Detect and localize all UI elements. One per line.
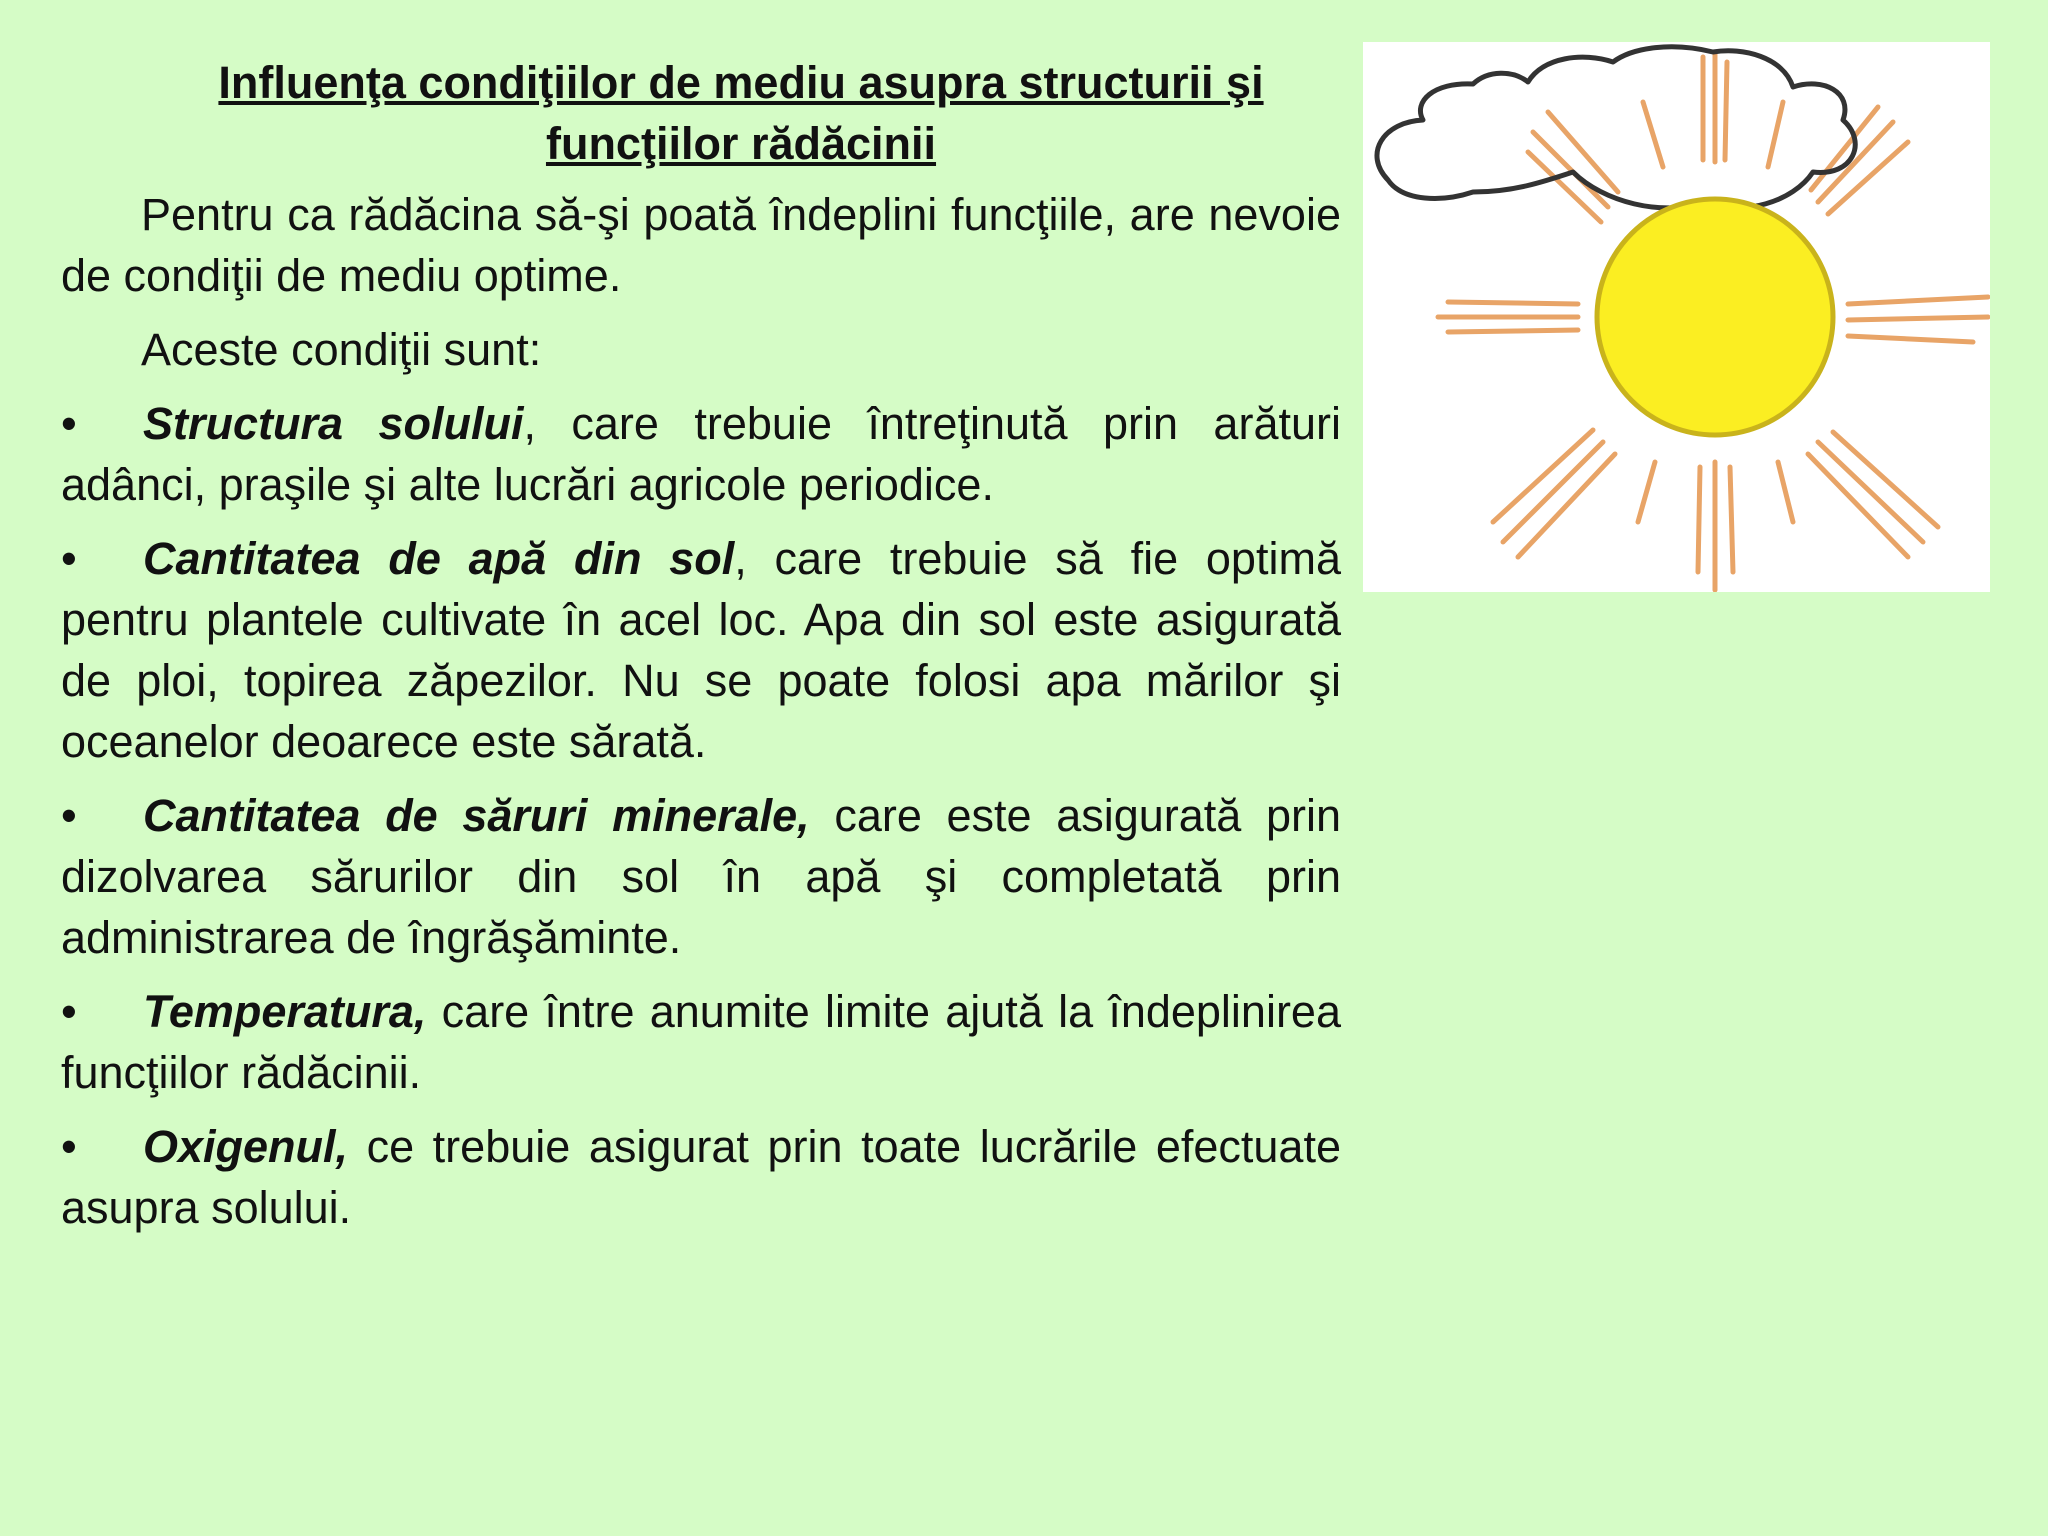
- sun-illustration: [1363, 42, 1990, 592]
- intro-paragraph: Pentru ca rădăcina să-şi poată îndeplini funcţiile, are nevoie de condiţii de mediu optime.: [61, 189, 1341, 301]
- list-item-term: Oxigenul,: [143, 1121, 349, 1172]
- list-item-term: Cantitatea de săruri minerale,: [143, 790, 810, 841]
- list-item-text: , care trebuie să fie optimă pentru plantele cultivate în acel loc. Apa din sol este asigurată de ploi, topirea zăpezilor. Nu se poate folosi apa mărilor şi oceanelor deoarece este sărată.: [61, 533, 1341, 767]
- slide-title: [61, 52, 1341, 174]
- title-line-2: funcţiilor rădăcinii: [545, 118, 937, 169]
- sun-cloud-icon: [1363, 42, 1990, 592]
- cloud-icon: [1377, 47, 1855, 208]
- list-item: [61, 1116, 1341, 1238]
- title-line-1: Influenţa condiţiilor de mediu asupra structurii şi: [218, 57, 1264, 108]
- list-item-term: Temperatura,: [143, 986, 427, 1037]
- list-item: [61, 528, 1341, 772]
- list-item: [61, 785, 1341, 968]
- list-item-text: care este asigurată prin dizolvarea sărurilor din sol în apă şi completată prin administrarea de îngrăşăminte.: [61, 790, 1341, 963]
- lead-paragraph: Aceste condiţii sunt:: [141, 324, 542, 375]
- list-item: [61, 981, 1341, 1103]
- list-item-term: Structura solului: [143, 398, 524, 449]
- bullet-marker: •: [61, 1121, 77, 1172]
- list-item-text: , care trebuie întreţinută prin arături adânci, praşile şi alte lucrări agricole periodice.: [61, 398, 1341, 510]
- sun-disk: [1597, 199, 1833, 435]
- bullet-marker: •: [61, 533, 77, 584]
- list-item: [61, 393, 1341, 515]
- bullet-marker: •: [61, 398, 77, 449]
- list-item-term: Cantitatea de apă din sol: [143, 533, 735, 584]
- bullet-marker: •: [61, 790, 77, 841]
- list-item-text: ce trebuie asigurat prin toate lucrările efectuate asupra solului.: [61, 1121, 1341, 1233]
- text-column: [61, 52, 1341, 1251]
- bullet-marker: •: [61, 986, 77, 1037]
- list-item-text: care între anumite limite ajută la îndeplinirea funcţiilor rădăcinii.: [61, 986, 1341, 1098]
